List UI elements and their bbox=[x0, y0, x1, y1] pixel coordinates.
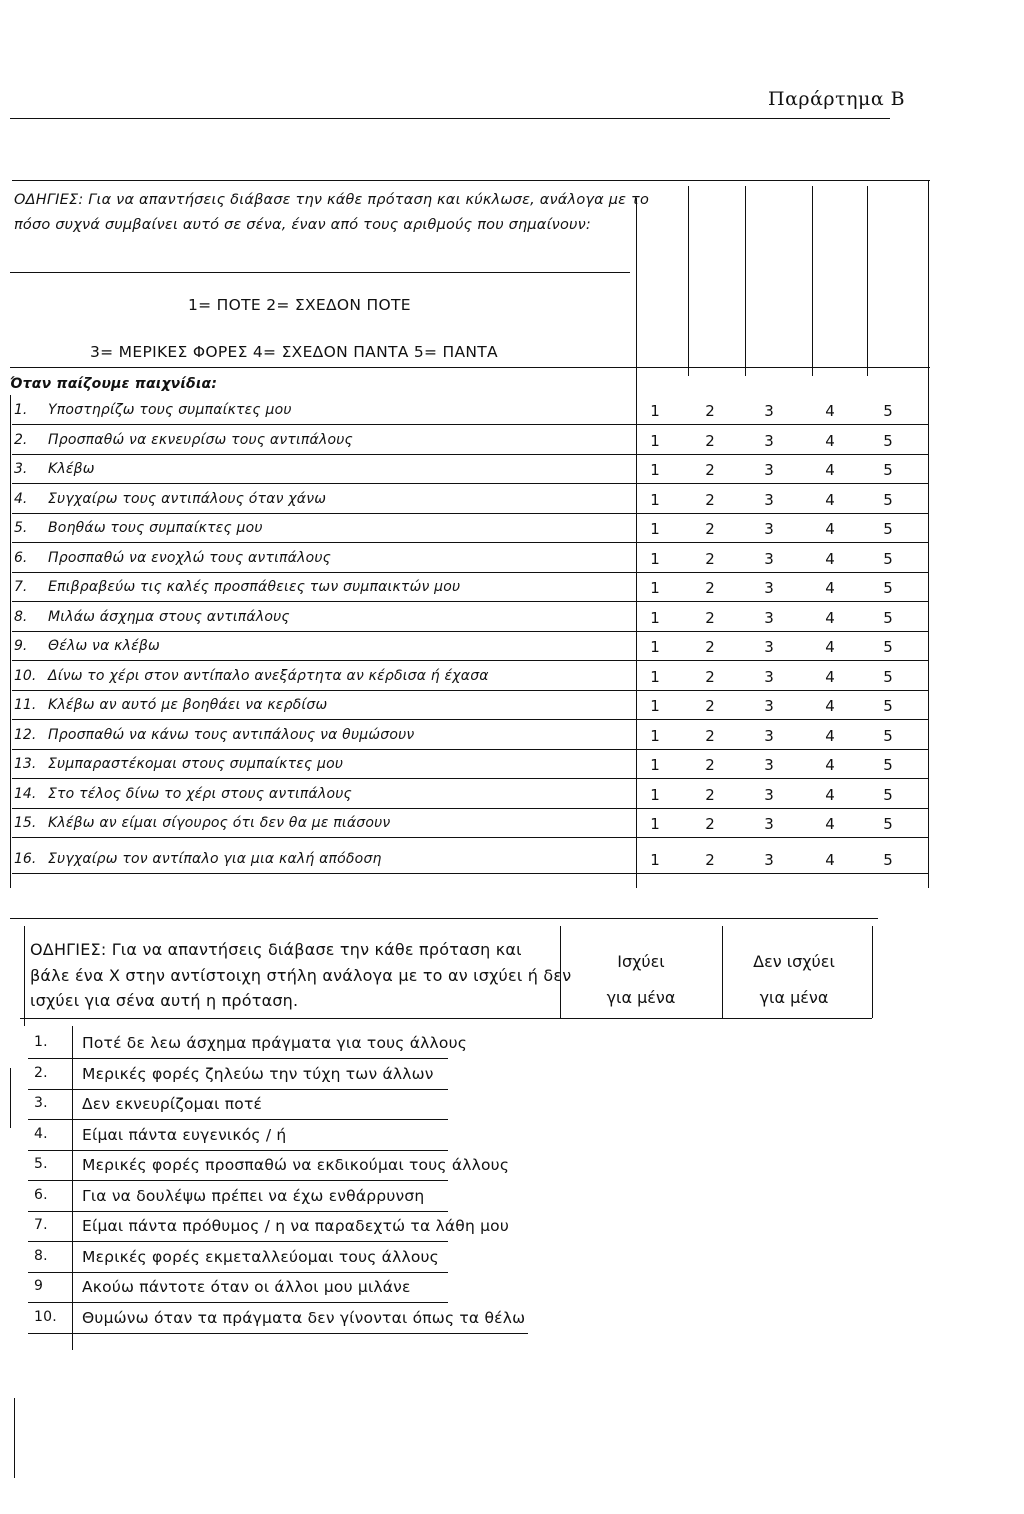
part2-header-divider bbox=[722, 926, 723, 1018]
scale-option-5[interactable]: 5 bbox=[883, 490, 893, 509]
scale-option-1[interactable]: 1 bbox=[650, 726, 660, 745]
scale-option-1[interactable]: 1 bbox=[650, 520, 660, 538]
scale-option-5[interactable]: 5 bbox=[883, 402, 893, 420]
statement-separator bbox=[28, 1241, 448, 1242]
scale-option-4[interactable]: 4 bbox=[825, 726, 835, 745]
statement-number: 8. bbox=[34, 1247, 48, 1264]
scale-option-3[interactable]: 3 bbox=[764, 579, 774, 597]
item-text: Συγχαίρω τους αντιπάλους όταν χάνω bbox=[48, 490, 327, 507]
item-text: Θέλω να κλέβω bbox=[48, 638, 160, 654]
scale-option-5[interactable]: 5 bbox=[883, 815, 893, 833]
scale-option-1[interactable]: 1 bbox=[650, 697, 660, 715]
scale-option-4[interactable]: 4 bbox=[825, 697, 835, 715]
item-number: 13. bbox=[14, 756, 37, 772]
scale-option-3[interactable]: 3 bbox=[764, 850, 774, 869]
scale-option-4[interactable]: 4 bbox=[825, 549, 835, 568]
row-separator bbox=[12, 808, 928, 809]
scale-option-2[interactable]: 2 bbox=[705, 579, 715, 597]
statement-number: 2. bbox=[34, 1064, 48, 1081]
scale-option-1[interactable]: 1 bbox=[650, 667, 660, 686]
statement-text: Είμαι πάντα πρόθυμος / η να παραδεχτώ τα λάθη μου bbox=[82, 1217, 510, 1235]
statement-separator bbox=[28, 1211, 448, 1212]
scale-option-2[interactable]: 2 bbox=[705, 638, 715, 656]
scale-option-2[interactable]: 2 bbox=[705, 431, 715, 450]
part1-header-col-line bbox=[745, 186, 746, 376]
part2-margin-mark bbox=[14, 1398, 15, 1478]
part2-top-rule bbox=[10, 918, 878, 919]
scale-option-5[interactable]: 5 bbox=[883, 697, 893, 715]
scale-option-5[interactable]: 5 bbox=[883, 431, 893, 450]
scale-option-4[interactable]: 4 bbox=[825, 815, 835, 833]
part1-instructions-line1: ΟΔΗΓΙΕΣ: Για να απαντήσεις διάβασε την κάθε πρόταση και κύκλωσε, ανάλογα με το bbox=[14, 192, 650, 208]
col-not-applies-header-line2: για μένα bbox=[759, 988, 829, 1007]
statement-separator bbox=[28, 1089, 448, 1090]
scale-option-1[interactable]: 1 bbox=[650, 756, 660, 774]
scale-option-3[interactable]: 3 bbox=[764, 490, 774, 509]
scale-option-4[interactable]: 4 bbox=[825, 579, 835, 597]
part2-left-border bbox=[24, 926, 25, 1026]
part1-top-rule bbox=[12, 180, 930, 181]
item-text: Στο τέλος δίνω το χέρι στους αντιπάλους bbox=[48, 785, 352, 802]
item-text: Προσπαθώ να κάνω τους αντιπάλους να θυμώσουν bbox=[48, 726, 415, 743]
statement-number: 3. bbox=[34, 1095, 48, 1111]
scale-option-1[interactable]: 1 bbox=[650, 638, 660, 656]
scale-option-5[interactable]: 5 bbox=[883, 667, 893, 686]
statement-separator bbox=[28, 1058, 448, 1059]
item-number: 1. bbox=[14, 402, 28, 418]
scale-option-4[interactable]: 4 bbox=[825, 667, 835, 686]
statement-number: 5. bbox=[34, 1156, 48, 1172]
statement-number: 4. bbox=[34, 1125, 48, 1142]
scale-option-2[interactable]: 2 bbox=[705, 756, 715, 774]
scale-option-2[interactable]: 2 bbox=[705, 697, 715, 715]
item-number: 16. bbox=[14, 850, 37, 867]
part2-instructions-line2: βάλε ένα Χ στην αντίστοιχη στήλη ανάλογα με το αν ισχύει ή δεν bbox=[30, 966, 572, 985]
item-text: Κλέβω bbox=[48, 461, 95, 477]
header-rule bbox=[10, 118, 890, 119]
statement-separator bbox=[28, 1333, 528, 1334]
scale-option-1[interactable]: 1 bbox=[650, 579, 660, 597]
scale-option-3[interactable]: 3 bbox=[764, 461, 774, 479]
row-separator bbox=[12, 572, 928, 573]
part2-instructions-line1: ΟΔΗΓΙΕΣ: Για να απαντήσεις διάβασε την κάθε πρόταση και bbox=[30, 940, 522, 959]
scale-option-4[interactable]: 4 bbox=[825, 461, 835, 479]
scale-option-5[interactable]: 5 bbox=[883, 638, 893, 656]
scale-option-3[interactable]: 3 bbox=[764, 520, 774, 538]
row-separator bbox=[12, 424, 928, 425]
scale-option-3[interactable]: 3 bbox=[764, 638, 774, 656]
item-text: Βοηθάω τους συμπαίκτες μου bbox=[48, 520, 263, 536]
statement-number: 6. bbox=[34, 1186, 48, 1203]
row-separator bbox=[12, 483, 928, 484]
statement-number: 1. bbox=[34, 1034, 48, 1050]
item-number: 14. bbox=[14, 785, 37, 802]
part1-header-col-line bbox=[867, 186, 868, 376]
scale-option-5[interactable]: 5 bbox=[883, 785, 893, 804]
item-text: Προσπαθώ να ενοχλώ τους αντιπάλους bbox=[48, 549, 332, 566]
scale-option-3[interactable]: 3 bbox=[764, 431, 774, 450]
item-number: 6. bbox=[14, 549, 28, 566]
scale-option-2[interactable]: 2 bbox=[705, 549, 715, 568]
row-separator bbox=[12, 513, 928, 514]
item-number: 15. bbox=[14, 815, 37, 831]
appendix-title: Παράρτημα Β bbox=[768, 88, 906, 110]
scale-option-2[interactable]: 2 bbox=[705, 402, 715, 420]
item-number: 12. bbox=[14, 726, 37, 743]
scale-option-3[interactable]: 3 bbox=[764, 785, 774, 804]
statement-separator bbox=[28, 1150, 448, 1151]
item-number: 11. bbox=[14, 697, 37, 713]
scale-option-2[interactable]: 2 bbox=[705, 461, 715, 479]
col-not-applies-header-line1: Δεν ισχύει bbox=[753, 952, 835, 971]
row-separator bbox=[12, 631, 928, 632]
scale-option-4[interactable]: 4 bbox=[825, 850, 835, 869]
scale-option-5[interactable]: 5 bbox=[883, 520, 893, 538]
scale-option-1[interactable]: 1 bbox=[650, 850, 660, 869]
statement-text: Για να δουλέψω πρέπει να έχω ενθάρρυνση bbox=[82, 1186, 425, 1205]
scale-option-5[interactable]: 5 bbox=[883, 549, 893, 568]
scale-option-5[interactable]: 5 bbox=[883, 850, 893, 869]
item-number: 3. bbox=[14, 461, 28, 477]
scale-option-3[interactable]: 3 bbox=[764, 549, 774, 568]
scale-option-4[interactable]: 4 bbox=[825, 490, 835, 509]
scale-option-5[interactable]: 5 bbox=[883, 579, 893, 597]
statement-text: Δεν εκνευρίζομαι ποτέ bbox=[82, 1095, 263, 1113]
statement-text: Ακούω πάντοτε όταν οι άλλοι μου μιλάνε bbox=[82, 1278, 411, 1296]
scale-option-2[interactable]: 2 bbox=[705, 726, 715, 745]
item-text: Συμπαραστέκομαι στους συμπαίκτες μου bbox=[48, 756, 344, 772]
part1-header-col-line bbox=[812, 186, 813, 376]
row-separator bbox=[12, 778, 928, 779]
scale-option-3[interactable]: 3 bbox=[764, 756, 774, 774]
scale-option-4[interactable]: 4 bbox=[825, 520, 835, 538]
statement-number: 7. bbox=[34, 1217, 48, 1233]
scale-option-2[interactable]: 2 bbox=[705, 608, 715, 627]
scale-option-4[interactable]: 4 bbox=[825, 785, 835, 804]
row-separator bbox=[12, 719, 928, 720]
item-number: 8. bbox=[14, 608, 28, 625]
item-text: Κλέβω αν είμαι σίγουρος ότι δεν θα με πιάσουν bbox=[48, 815, 391, 831]
scale-option-3[interactable]: 3 bbox=[764, 402, 774, 420]
row-separator bbox=[12, 690, 928, 691]
row-separator bbox=[12, 542, 928, 543]
part1-scale-line1: 1= ΠΟΤΕ 2= ΣΧΕΔΟΝ ΠΟΤΕ bbox=[188, 296, 411, 314]
row-separator bbox=[12, 873, 928, 874]
item-text: Συγχαίρω τον αντίπαλο για μια καλή απόδοση bbox=[48, 850, 382, 867]
scale-option-2[interactable]: 2 bbox=[705, 490, 715, 509]
statement-text: Μερικές φορές προσπαθώ να εκδικούμαι τους άλλους bbox=[82, 1156, 510, 1174]
statement-separator bbox=[28, 1119, 448, 1120]
statement-separator bbox=[28, 1302, 448, 1303]
scale-option-5[interactable]: 5 bbox=[883, 726, 893, 745]
statement-text: Είμαι πάντα ευγενικός / ή bbox=[82, 1125, 287, 1144]
part1-right-border bbox=[928, 180, 929, 888]
scale-option-1[interactable]: 1 bbox=[650, 431, 660, 450]
scale-option-3[interactable]: 3 bbox=[764, 697, 774, 715]
part2-instructions-line3: ισχύει για σένα αυτή η πρόταση. bbox=[30, 991, 299, 1010]
item-number: 2. bbox=[14, 431, 28, 448]
item-number: 9. bbox=[14, 638, 28, 654]
statement-text: Ποτέ δε λεω άσχημα πράγματα για τους άλλους bbox=[82, 1034, 468, 1052]
item-number: 5. bbox=[14, 520, 28, 536]
scale-option-1[interactable]: 1 bbox=[650, 785, 660, 804]
scale-option-1[interactable]: 1 bbox=[650, 490, 660, 509]
scale-option-2[interactable]: 2 bbox=[705, 785, 715, 804]
scale-option-3[interactable]: 3 bbox=[764, 815, 774, 833]
scale-option-1[interactable]: 1 bbox=[650, 608, 660, 627]
item-text: Μιλάω άσχημα στους αντιπάλους bbox=[48, 608, 290, 625]
row-separator bbox=[12, 660, 928, 661]
scale-option-2[interactable]: 2 bbox=[705, 520, 715, 538]
scale-option-3[interactable]: 3 bbox=[764, 726, 774, 745]
item-text: Δίνω το χέρι στον αντίπαλο ανεξάρτητα αν κέρδισα ή έχασα bbox=[48, 667, 489, 684]
part1-instructions-rule bbox=[10, 272, 630, 273]
statement-separator bbox=[28, 1180, 448, 1181]
scale-option-1[interactable]: 1 bbox=[650, 402, 660, 420]
scale-option-4[interactable]: 4 bbox=[825, 431, 835, 450]
item-text: Υποστηρίζω τους συμπαίκτες μου bbox=[48, 402, 292, 418]
part1-header-col-line bbox=[688, 186, 689, 376]
row-separator bbox=[12, 749, 928, 750]
item-number: 7. bbox=[14, 579, 28, 595]
statement-number: 10. bbox=[34, 1308, 57, 1325]
item-number: 4. bbox=[14, 490, 28, 507]
statement-text: Θυμώνω όταν τα πράγματα δεν γίνονται όπως τα θέλω bbox=[82, 1308, 526, 1327]
row-separator bbox=[12, 454, 928, 455]
part1-answer-left-border bbox=[636, 198, 637, 888]
part1-left-border bbox=[10, 395, 11, 888]
part2-header-rule bbox=[20, 1018, 872, 1019]
row-separator bbox=[12, 837, 928, 838]
part1-scale-line2: 3= ΜΕΡΙΚΕΣ ΦΟΡΕΣ 4= ΣΧΕΔΟΝ ΠΑΝΤΑ 5= ΠΑΝΤΑ bbox=[90, 343, 498, 361]
statement-separator bbox=[28, 1272, 448, 1273]
scale-option-4[interactable]: 4 bbox=[825, 638, 835, 656]
statement-number: 9 bbox=[34, 1278, 44, 1294]
scale-option-2[interactable]: 2 bbox=[705, 850, 715, 869]
scale-option-3[interactable]: 3 bbox=[764, 608, 774, 627]
part1-context: Όταν παίζουμε παιχνίδια: bbox=[10, 376, 218, 392]
scale-option-4[interactable]: 4 bbox=[825, 402, 835, 420]
scale-option-5[interactable]: 5 bbox=[883, 461, 893, 479]
statement-text: Μερικές φορές ζηλεύω την τύχη των άλλων bbox=[82, 1064, 434, 1083]
scale-option-2[interactable]: 2 bbox=[705, 667, 715, 686]
scale-option-4[interactable]: 4 bbox=[825, 608, 835, 627]
part1-instructions-line2: πόσο συχνά συμβαίνει αυτό σε σένα, έναν από τους αριθμούς που σημαίνουν: bbox=[14, 217, 592, 233]
scale-option-1[interactable]: 1 bbox=[650, 461, 660, 479]
scale-option-1[interactable]: 1 bbox=[650, 549, 660, 568]
row-separator bbox=[12, 601, 928, 602]
item-text: Προσπαθώ να εκνευρίσω τους αντιπάλους bbox=[48, 431, 353, 448]
scale-option-5[interactable]: 5 bbox=[883, 756, 893, 774]
item-text: Κλέβω αν αυτό με βοηθάει να κερδίσω bbox=[48, 697, 328, 713]
scale-option-5[interactable]: 5 bbox=[883, 608, 893, 627]
col-applies-header-line2: για μένα bbox=[606, 988, 676, 1007]
scale-option-4[interactable]: 4 bbox=[825, 756, 835, 774]
part2-margin-mark bbox=[10, 1068, 11, 1128]
part2-right-border bbox=[872, 926, 873, 1018]
col-applies-header-line1: Ισχύει bbox=[617, 952, 665, 971]
scale-option-3[interactable]: 3 bbox=[764, 667, 774, 686]
item-number: 10. bbox=[14, 667, 37, 684]
part1-scale-rule bbox=[10, 367, 930, 368]
item-text: Επιβραβεύω τις καλές προσπάθειες των συμπαικτών μου bbox=[48, 579, 461, 595]
scale-option-2[interactable]: 2 bbox=[705, 815, 715, 833]
scale-option-1[interactable]: 1 bbox=[650, 815, 660, 833]
statement-text: Μερικές φορές εκμεταλλεύομαι τους άλλους bbox=[82, 1247, 439, 1266]
